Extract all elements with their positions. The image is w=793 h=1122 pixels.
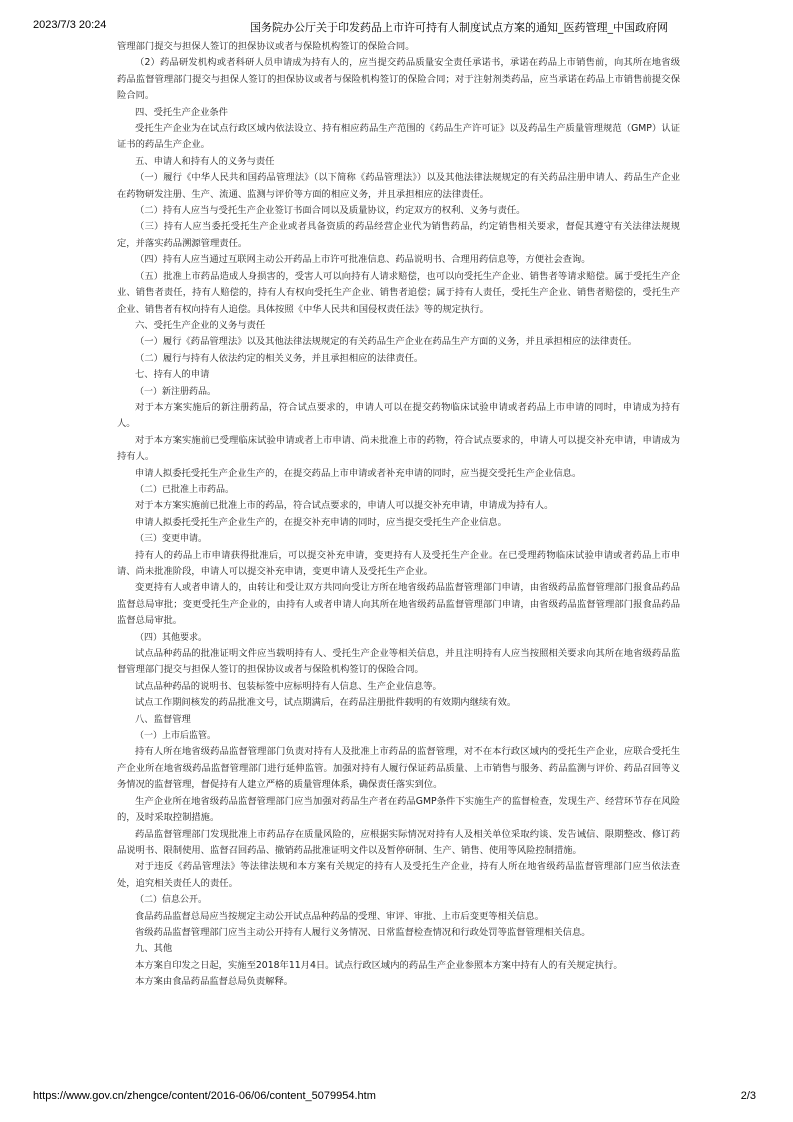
paragraph: （二）持有人应当与受托生产企业签订书面合同以及质量协议，约定双方的权利、义务与责任。 <box>135 205 526 217</box>
subsection-heading: （二）已批准上市药品。 <box>135 484 235 495</box>
subsection-heading: （二）信息公开。 <box>135 895 208 906</box>
paragraph: （2）药品研发机构或者科研人员申请成为持有人的，应当提交药品质量安全责任承诺书，承诺在药品上市销售前，向其所在地省级药品监督管理部门提交与担保人签订的担保协议或者与保险机构签订的保险合同；对于注射剂类药品，应当承诺在药品上市销售前提交保险合同。 <box>117 57 680 102</box>
paragraph: 本方案由食品药品监督总局负责解释。 <box>135 976 294 988</box>
print-date: 2023/7/3 20:24 <box>33 19 107 31</box>
subsection-heading: （四）其他要求。 <box>135 632 208 643</box>
paragraph: 试点工作期间核发的药品批准文号，试点期满后，在药品注册批件载明的有效期内继续有效。 <box>135 697 517 709</box>
paragraph: 受托生产企业为在试点行政区域内依法设立、持有相应药品生产范围的《药品生产许可证》以及药品生产质量管理规范（GMP）认证证书的药品生产企业。 <box>117 123 680 151</box>
paragraph: 对于违反《药品管理法》等法律法规和本方案有关规定的持有人及受托生产企业，持有人所在地省级药品监督管理部门应当依法查处，追究相关责任人的责任。 <box>117 861 680 889</box>
paragraph: 试点品种药品的批准证明文件应当载明持有人、受托生产企业等相关信息，并且注明持有人应当按照相关要求向其所在地省级药品监督管理部门提交与担保人签订的担保协议或者与保险机构签订的保险合同。 <box>117 648 680 676</box>
paragraph: 对于本方案实施前已批准上市的药品，符合试点要求的，申请人可以提交补充申请，申请成为持有人。 <box>135 500 554 512</box>
paragraph: 食品药品监督总局应当按规定主动公开试点品种药品的受理、审评、审批、上市后变更等相关信息。 <box>135 910 545 922</box>
paragraph: 药品监督管理部门发现批准上市药品存在质量风险的，应根据实际情况对持有人及相关单位采取约谈、发告诫信、限期整改、修订药品说明书、限制使用、监督召回药品、撤销药品批准证明文件以及暂停研制、生产、销售、使用等风险控制措施。 <box>117 828 680 856</box>
paragraph: 申请人拟委托受托生产企业生产的，在提交补充申请的同时，应当提交受托生产企业信息。 <box>135 516 507 528</box>
subsection-heading: （一）上市后监管。 <box>135 731 217 742</box>
paragraph: （一）履行《药品管理法》以及其他法律法规规定的有关药品生产企业在药品生产方面的义务，并且承担相应的法律责任。 <box>135 336 638 348</box>
paragraph: （一）履行《中华人民共和国药品管理法》（以下简称《药品管理法》）以及其他法律法规规定的有关药品注册申请人、药品生产企业在药物研发注册、生产、流通、监测与评价等方面的相应义务，并且承担相应的法律责任。 <box>117 172 680 200</box>
print-footer <box>0 1088 793 1108</box>
print-header <box>0 0 793 34</box>
paragraph: 变更持有人或者申请人的，由转让和受让双方共同向受让方所在地省级药品监督管理部门申请，由省级药品监督管理部门报食品药品监督总局审批；变更受托生产企业的，由持有人或者申请人向其所在地省级药品监督管理部门申请，由省级药品监督管理部门报食品药品监督总局审批。 <box>117 582 680 627</box>
page-number: 2/3 <box>740 1090 756 1102</box>
section-heading: 八、监督管理 <box>135 713 191 725</box>
paragraph: 持有人的药品上市申请获得批准后，可以提交补充申请，变更持有人及受托生产企业。在已受理药物临床试验申请或者药品上市申请、尚未批准阶段，申请人可以提交补充申请，变更申请人及受托生产企业。 <box>117 549 680 577</box>
article-body <box>117 39 680 991</box>
section-heading: 四、受托生产企业条件 <box>135 106 228 118</box>
subsection-heading: （一）新注册药品。 <box>135 386 217 397</box>
paragraph: 对于本方案实施后的新注册药品，符合试点要求的，申请人可以在提交药物临床试验申请或者药品上市申请的同时，申请成为持有人。 <box>117 401 680 430</box>
page-title: 国务院办公厅关于印发药品上市许可持有人制度试点方案的通知_医药管理_中国政府网 <box>250 21 668 34</box>
paragraph: 管理部门提交与担保人签订的担保协议或者与保险机构签订的保险合同。 <box>117 41 415 52</box>
paragraph: 省级药品监督管理部门应当主动公开持有人履行义务情况、日常监督检查情况和行政处罚等监督管理相关信息。 <box>135 926 591 938</box>
paragraph: 本方案自印发之日起，实施至2018年11月4日。试点行政区域内的药品生产企业参照本方案中持有人的有关规定执行。 <box>135 959 623 971</box>
section-heading: 七、持有人的申请 <box>135 369 210 381</box>
paragraph: 对于本方案实施前已受理临床试验申请或者上市申请、尚未批准上市的药物，符合试点要求的，申请人可以提交补充申请，申请成为持有人。 <box>117 434 680 463</box>
paragraph: 试点品种药品的说明书、包装标签中应标明持有人信息、生产企业信息等。 <box>135 680 442 692</box>
paragraph: （四）持有人应当通过互联网主动公开药品上市许可批准信息、药品说明书、合理用药信息等，方便社会查询。 <box>135 254 591 266</box>
paragraph: （三）持有人应当委托受托生产企业或者具备资质的药品经营企业代为销售药品，约定销售相关要求，督促其遵守有关法律法规规定，并落实药品溯源管理责任。 <box>117 221 680 249</box>
subsection-heading: （三）变更申请。 <box>135 534 208 545</box>
paragraph: 生产企业所在地省级药品监督管理部门应当加强对药品生产者在药品GMP条件下实施生产的监督检查，发现生产、经营环节存在风险的，及时采取控制措施。 <box>117 795 680 824</box>
section-heading: 九、其他 <box>135 943 173 955</box>
page-url[interactable]: https://www.gov.cn/zhengce/content/2016-06/06/content_5079954.htm <box>33 1090 376 1102</box>
paragraph: 申请人拟委托受托生产企业生产的，在提交药品上市申请或者补充申请的同时，应当提交受托生产企业信息。 <box>135 467 582 479</box>
paragraph: 持有人所在地省级药品监督管理部门负责对持有人及批准上市药品的监督管理，对不在本行政区域内的受托生产企业，应联合受托生产企业所在地省级药品监督管理部门进行延伸监管。加强对持有人履行保证药品质量、上市销售与服务、药品监测与评价、药品召回等义务情况的监督管理，督促持有人建立严格的质量管理体系，确保责任落实到位。 <box>117 746 680 791</box>
section-heading: 六、受托生产企业的义务与责任 <box>135 319 266 331</box>
paragraph: （二）履行与持有人依法约定的相关义务，并且承担相应的法律责任。 <box>135 352 424 364</box>
paragraph: （五）批准上市药品造成人身损害的，受害人可以向持有人请求赔偿，也可以向受托生产企业、销售者等请求赔偿。属于受托生产企业、销售者责任，持有人赔偿的，持有人有权向受托生产企业、销售者追偿；属于持有人责任，受托生产企业、销售者赔偿的，受托生产企业、销售者有权向持有人追偿。具体按照《中华人民共和国侵权责任法》等的规定执行。 <box>117 270 680 315</box>
section-heading: 五、申请人和持有人的义务与责任 <box>135 155 275 167</box>
